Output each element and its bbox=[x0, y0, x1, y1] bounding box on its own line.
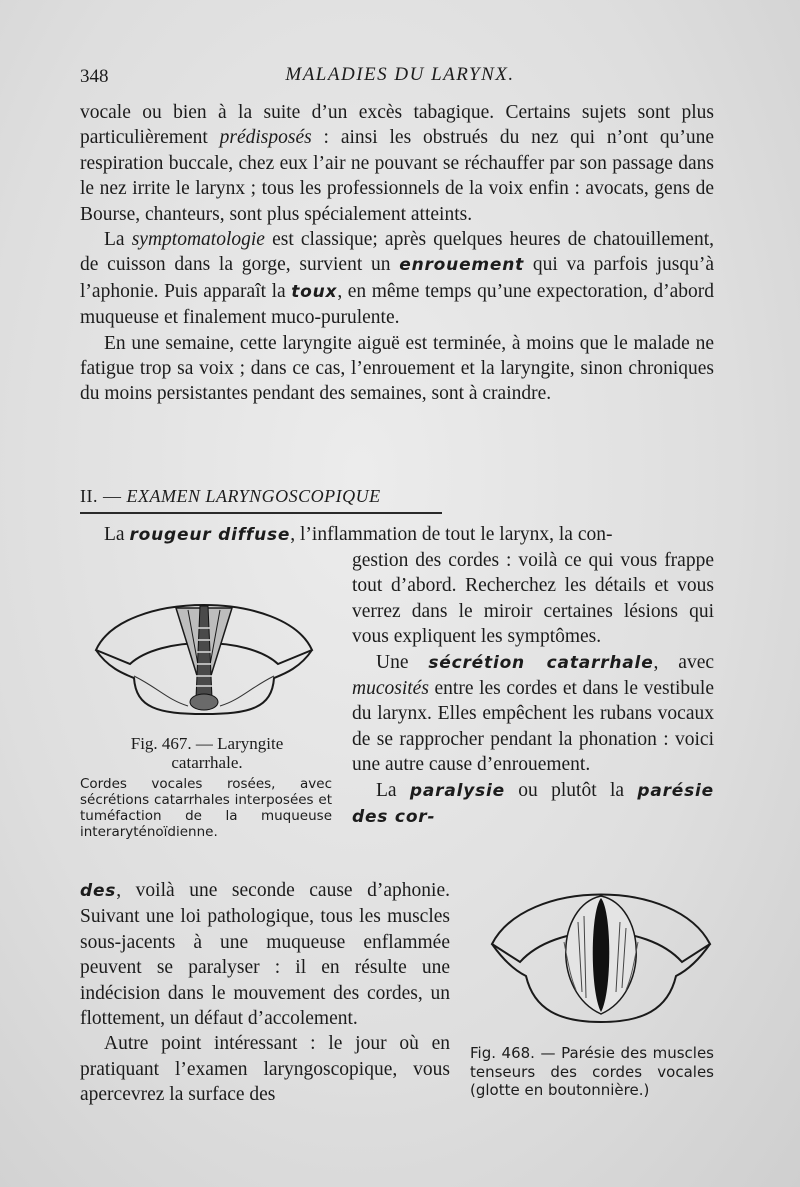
emphasis: mucosités bbox=[352, 678, 429, 700]
section-heading: II. — EXAMEN LARYNGOSCOPIQUE bbox=[80, 486, 381, 506]
paragraph: Autre point intéressant : le jour où en pratiquant l’examen laryngoscopique, vous apercevrez la surface des bbox=[80, 1033, 450, 1106]
emphasis: prédisposés bbox=[219, 127, 312, 149]
right-column-text bbox=[352, 548, 714, 830]
figure-467-legend: Cordes vocales rosées, avec sécrétions catarrhales interposées et tuméfaction de la muqueuse interaryténoïdienne. bbox=[80, 776, 332, 840]
left-column-text bbox=[80, 878, 450, 1108]
figure-467-illustration bbox=[88, 568, 320, 718]
bold-term: sécrétion catarrhale bbox=[428, 652, 654, 673]
bold-term: paralysie bbox=[409, 780, 505, 801]
page-number: 348 bbox=[80, 66, 109, 87]
paragraph: La symptomatologie est classique; après quelques heures de chatouillement, de cuisson dans la gorge, survient un enrouement qui va parfois jusqu’à l’aphonie. Puis apparaît la toux, en même temps qu’une expectoration, d’abord muqueuse et finalement muco-purulente. bbox=[80, 229, 715, 329]
page-header bbox=[80, 62, 720, 92]
bold-term: rougeur diffuse bbox=[129, 525, 291, 545]
paragraph: La paralysie ou plutôt la parésie des cor- bbox=[352, 779, 714, 828]
bold-term: toux bbox=[291, 281, 338, 302]
bold-term: parésie des cor- bbox=[352, 780, 714, 828]
intro-text bbox=[80, 100, 714, 407]
paragraph: En une semaine, cette laryngite aiguë est terminée, à moins que le malade ne fatigue trop sa voix ; dans ce cas, l’enrouement et la laryngite, sinon chroniques du moins persistantes pendant des semaines, sont à craindre. bbox=[80, 332, 714, 405]
section-rule bbox=[80, 512, 442, 514]
paragraph: Une sécrétion catarrhale, avec mucosités entre les cordes et dans le vestibule du larynx. Elles empêchent les rubans vocaux de se rapprocher pendant la phonation : voici une autre cause d’enrouement. bbox=[352, 651, 715, 776]
figure-468-illustration bbox=[486, 872, 716, 1030]
figure-468-caption: Fig. 468. — Parésie des muscles tenseurs des cordes vocales (glotte en boutonnière.) bbox=[470, 1044, 714, 1099]
figure-467-caption: Fig. 467. — Laryngite catarrhale. bbox=[130, 734, 284, 772]
paragraph: gestion des cordes : voilà ce qui vous frappe tout d’abord. Recherchez les détails et vous verrez dans le miroir certaines lésions qui vous expliquent les symptômes. bbox=[352, 550, 714, 648]
paragraph: des, voilà une seconde cause d’aphonie. Suivant une loi pathologique, tous les muscles sous-jacents à une muqueuse enflammée peuvent se paralyser : il en résulte une indécision dans le mouvement des cordes, un flottement, un défaut d’accolement. bbox=[80, 880, 450, 1030]
running-title: MALADIES DU LARYNX. bbox=[285, 64, 515, 85]
paragraph: vocale ou bien à la suite d’un excès tabagique. Certains sujets sont plus particulièrement prédisposés : ainsi les obstrués du nez qui n’ont qu’une respiration buccale, chez eux l’air ne pouvant se réchauffer par son passage dans le nez irrite le larynx ; tous les professionnels de la voix enfin : avocats, gens de Bourse, chanteurs, sont plus spécialement atteints. bbox=[80, 102, 714, 225]
bold-term: enrouement bbox=[399, 255, 525, 276]
emphasis: symptomatologie bbox=[131, 229, 265, 251]
bold-term: des bbox=[80, 881, 117, 901]
first-line: La rougeur diffuse, l’inflammation de tout le larynx, la con- bbox=[104, 524, 613, 545]
